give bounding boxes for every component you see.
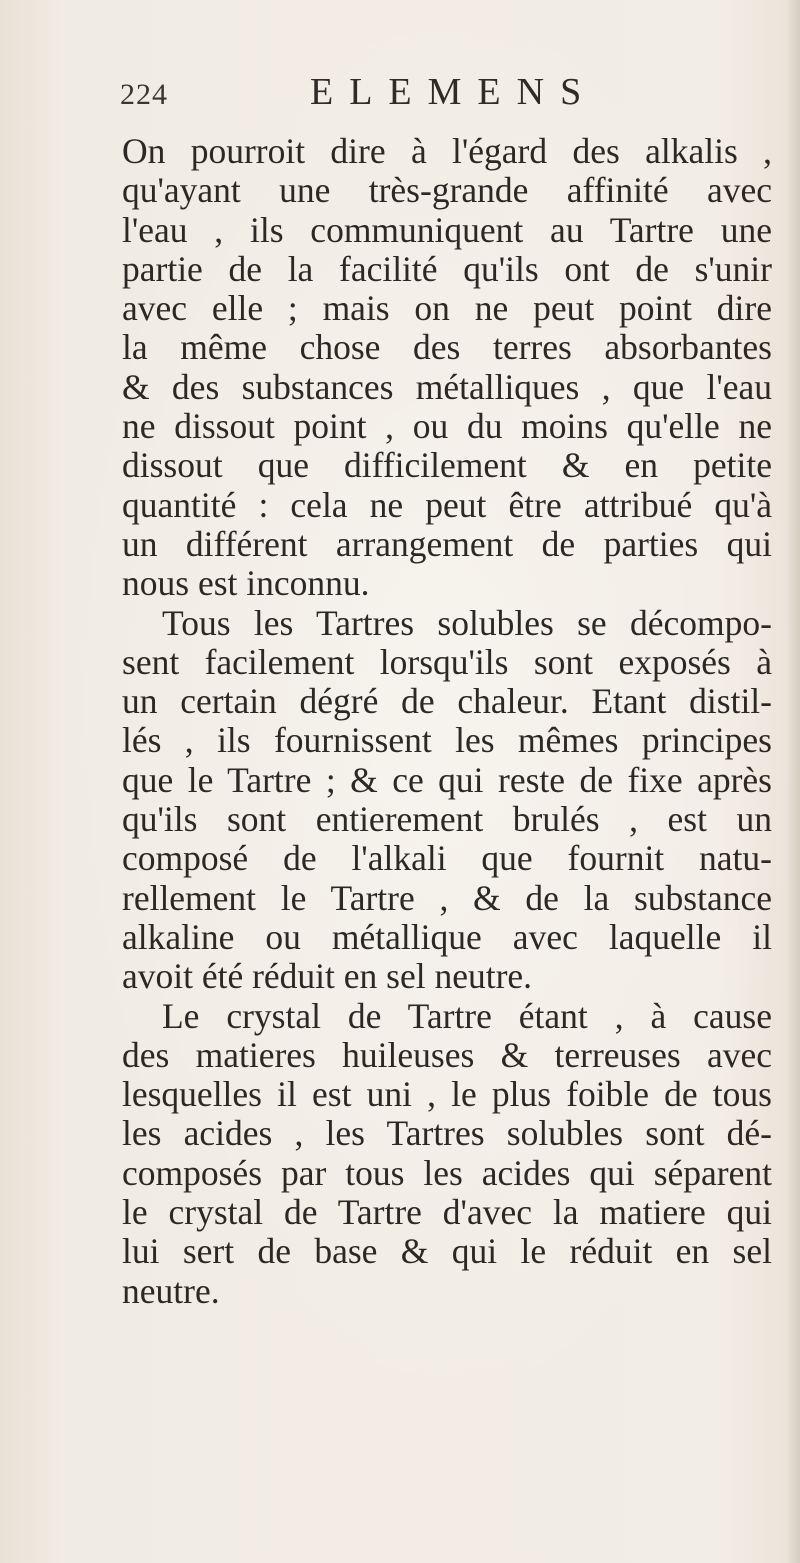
text-line: composés par tous les acides qui séparent	[122, 1152, 772, 1193]
text-line: nous est inconnu.	[122, 563, 370, 604]
text-line: les acides , les Tartres solubles sont dé-	[122, 1113, 772, 1154]
running-title: ELEMENS	[310, 71, 598, 113]
text-line: alkaline ou métallique avec laquelle il	[122, 916, 772, 957]
text-line: dissout que difficilement & en petite	[122, 445, 772, 486]
paragraph-alkalis	[122, 132, 772, 604]
page-number: 224	[120, 78, 168, 111]
text-line: neutre.	[122, 1270, 220, 1311]
text-line: sent facilement lorsqu'ils sont exposés à	[122, 641, 772, 682]
text-line: un différent arrangement de parties qui	[122, 523, 772, 564]
page-edge-shadow	[786, 0, 800, 1563]
text-line: l'eau , ils communiquent au Tartre une	[122, 209, 772, 250]
text-line: quantité : cela ne peut être attribué qu'à	[122, 484, 772, 525]
text-line: partie de la facilité qu'ils ont de s'unir	[122, 248, 772, 289]
text-line: Tous les Tartres solubles se décompo-	[162, 602, 772, 643]
text-line: la même chose des terres absorbantes	[122, 327, 772, 368]
running-head	[120, 70, 640, 120]
text-line: ne dissout point , ou du moins qu'elle ne	[122, 406, 772, 447]
text-line: lui sert de base & qui le réduit en sel	[122, 1231, 772, 1272]
text-line: On pourroit dire à l'égard des alkalis ,	[122, 131, 772, 171]
text-line: que le Tartre ; & ce qui reste de fixe après	[122, 759, 772, 800]
text-line: qu'ayant une très-grande affinité avec	[122, 170, 772, 211]
text-line: rellement le Tartre , & de la substance	[122, 877, 772, 918]
text-line: Le crystal de Tartre étant , à cause	[162, 995, 772, 1036]
text-line: lesquelles il est uni , le plus foible de tous	[122, 1074, 772, 1115]
paragraph-crystal-de-tartre	[122, 997, 772, 1311]
text-line: qu'ils sont entierement brulés , est un	[122, 799, 772, 840]
text-line: un certain dégré de chaleur. Etant distil-	[122, 681, 772, 722]
text-line: le crystal de Tartre d'avec la matiere qui	[122, 1192, 772, 1233]
body-text	[122, 132, 772, 1311]
paragraph-tartres-solubles	[122, 604, 772, 997]
text-line: des matieres huileuses & terreuses avec	[122, 1034, 772, 1075]
text-line: avec elle ; mais on ne peut point dire	[122, 288, 772, 329]
text-line: avoit été réduit en sel neutre.	[122, 956, 533, 997]
text-line: & des substances métalliques , que l'eau	[122, 366, 772, 407]
text-line: composé de l'alkali que fournit natu-	[122, 838, 772, 879]
text-line: lés , ils fournissent les mêmes principes	[122, 720, 772, 761]
